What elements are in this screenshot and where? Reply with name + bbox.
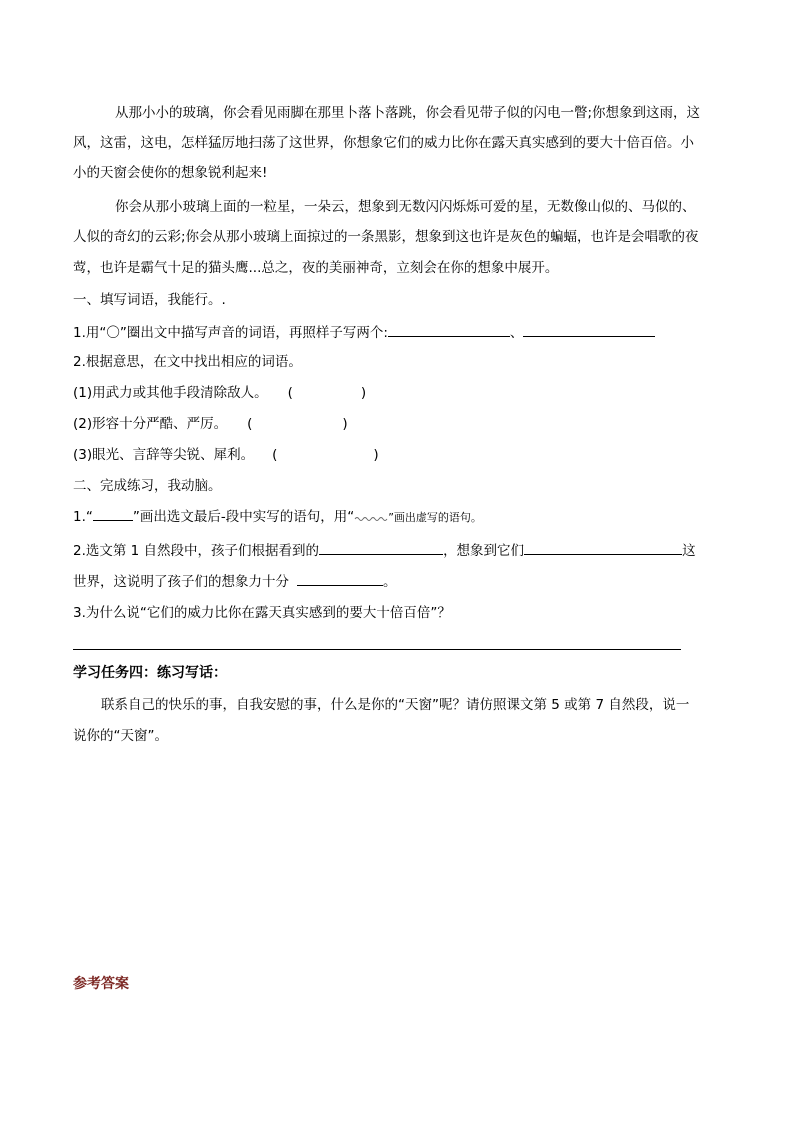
- section1-q2-item1: [73, 384, 366, 402]
- reference-answers-title: 参考答案: [73, 976, 129, 992]
- passage-p1-line2: 风，这雷，这电，怎样猛厉地扫荡了这世界，你想象它们的威力比你在露天真实感到的要大十倍百倍。小: [73, 135, 694, 151]
- s2-q2-part-b: ，想象到它们: [443, 543, 525, 559]
- section2-q3: 3.为什么说“它们的威力比你在露天真实感到的要大十倍百倍”？: [73, 605, 451, 621]
- section1-q2: 2.根据意思，在文中找出相应的词语。: [73, 354, 302, 370]
- s2-q1-part-a: 1.“: [73, 509, 93, 525]
- section1-title: 一、填写词语，我能行。.: [73, 292, 226, 308]
- s2-q2-part-c: 这: [682, 543, 696, 559]
- passage-p2-line3: 莺，也许是霸气十足的猫头鹰...总之，夜的美丽神奇，立刻会在你的想象中展开。: [73, 260, 559, 276]
- passage-p2-line1: 你会从那小玻璃上面的一粒星，一朵云，想象到无数闪闪烁烁可爱的星，无数像山似的、马似的、: [115, 199, 696, 215]
- section1-q2-item2: [73, 415, 348, 433]
- s2-q2-part-d: 世界，这说明了孩子们的想象力十分: [73, 574, 289, 590]
- section2-q2-line1: [73, 540, 696, 560]
- section2-q1: [73, 508, 482, 527]
- wavy-underline-sample: [354, 509, 388, 521]
- q2-item3-open-paren: (: [272, 447, 278, 463]
- q2-item2-close-paren: ): [342, 416, 348, 432]
- q2-item3-text: (3)眼光、言辞等尖锐、犀利。: [73, 447, 255, 463]
- q1-answer-blank-1[interactable]: [388, 322, 510, 337]
- q2-item1-text: (1)用武力或其他手段清除敌人。: [73, 385, 268, 401]
- q2-item3-close-paren: ): [373, 447, 379, 463]
- section1-q2-item3: [73, 446, 379, 464]
- task4-prompt-line1: 联系自己的快乐的事，自我安慰的事，什么是你的“天窗”呢？请仿照课文第 5 或第 7 自然段，说一: [101, 697, 690, 713]
- s2-q2-part-e: 。: [383, 574, 397, 590]
- q2-item2-text: (2)形容十分严酷、严厉。: [73, 416, 228, 432]
- section1-q1-text: 1.用“〇”圈出文中描写声音的词语，再照样子写两个:: [73, 325, 388, 341]
- task4-prompt-line2: 说你的“天窗”。: [73, 728, 168, 744]
- s2-q2-part-a: 2.选文第 1 自然段中，孩子们根据看到的: [73, 543, 320, 559]
- q2-item2-open-paren: (: [247, 416, 253, 432]
- s2-q1-part-c: ”画出虚写的语句。: [388, 511, 482, 524]
- q2-item1-close-paren: ): [360, 385, 367, 401]
- section1-q1: [73, 322, 655, 342]
- s2-q2-blank-3[interactable]: [297, 571, 383, 586]
- task4-title: 学习任务四：练习写话：: [73, 665, 227, 681]
- s2-q2-blank-1[interactable]: [319, 540, 443, 555]
- passage-p1-line3: 小的天窗会使你的想象锐利起来!: [73, 165, 268, 181]
- q1-answer-blank-2[interactable]: [523, 322, 655, 337]
- straight-underline-sample: [93, 508, 133, 521]
- s2-q2-blank-2[interactable]: [524, 540, 682, 555]
- section2-title: 二、完成练习，我动脑。: [73, 478, 222, 494]
- s2-q1-part-b: ”画出选文最后-段中实写的语句，用“: [132, 509, 355, 525]
- q2-item1-open-paren: (: [287, 385, 293, 401]
- s2-q3-answer-line[interactable]: [73, 649, 681, 650]
- passage-p2-line2: 人似的奇幻的云彩;你会从那小玻璃上面掠过的一条黑影，想象到这也许是灰色的蝙蝠，也许是会唱歌的夜: [73, 229, 699, 245]
- section2-q2-line2: [73, 571, 397, 591]
- q1-separator: 、: [509, 325, 524, 341]
- passage-p1-line1: 从那小小的玻璃，你会看见雨脚在那里卜落卜落跳，你会看见带子似的闪电一瞥;你想象到这雨，这: [115, 105, 701, 121]
